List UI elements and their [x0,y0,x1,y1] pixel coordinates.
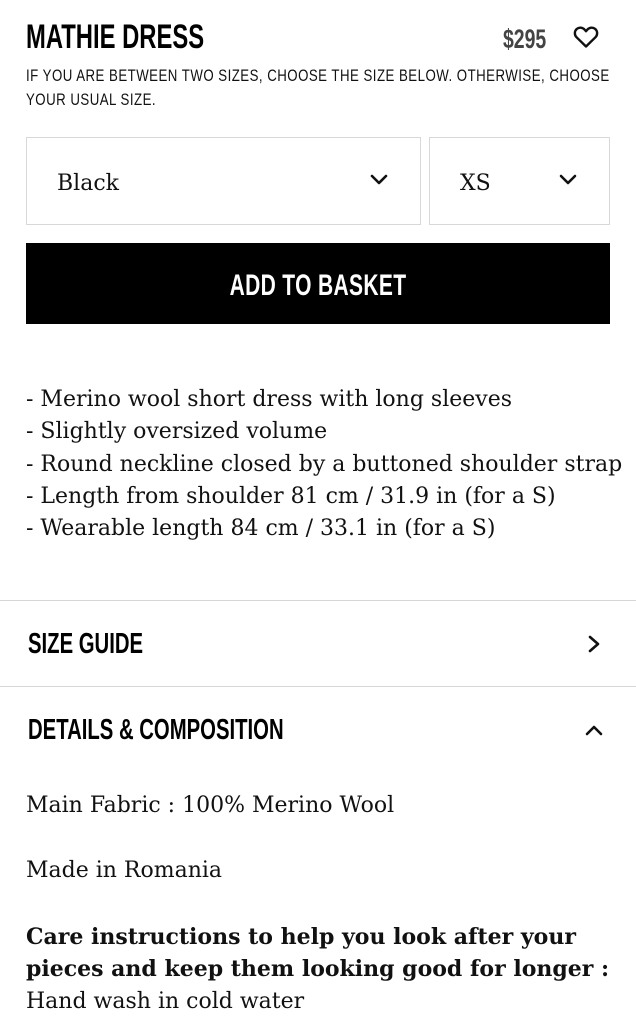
size-select[interactable] [429,137,610,225]
color-select[interactable] [26,137,421,225]
chevron-up-icon [584,720,604,740]
description-line: - Wearable length 84 cm / 33.1 in (for a S) [26,516,496,542]
chevron-down-icon [369,172,389,186]
chevron-down-icon [558,172,578,186]
care-instructions [26,921,626,1018]
heart-outline-icon[interactable] [573,25,599,49]
country-of-origin: Made in Romania [26,858,223,883]
description-line: - Length from shoulder 81 cm / 31.9 in (for a S) [26,483,556,509]
care-heading: Care instructions to help you look after your pieces and keep them looking good for longer : [26,924,610,983]
product-description [26,384,622,545]
fabric-composition: Main Fabric : 100% Merino Wool [26,793,395,818]
details-composition-accordion[interactable] [0,687,636,771]
product-price: $295 [503,24,547,54]
add-to-basket-label: ADD TO BASKET [229,269,407,302]
chevron-right-icon [584,634,604,654]
care-line: Hand wash in cold water [26,988,305,1014]
details-composition-title: DETAILS & COMPOSITION [28,714,284,746]
description-line: - Slightly oversized volume [26,419,328,445]
color-select-value: Black [57,171,119,196]
size-guide-accordion[interactable] [0,601,636,685]
add-to-basket-button[interactable] [26,243,610,324]
size-select-value: XS [460,171,491,196]
description-line: - Merino wool short dress with long sleeves [26,387,513,412]
description-line: - Round neckline closed by a buttoned shoulder strap [26,451,623,477]
size-guide-title: SIZE GUIDE [28,628,144,660]
size-advice-note: IF YOU ARE BETWEEN TWO SIZES, CHOOSE THE SIZE BELOW. OTHERWISE, CHOOSE YOUR USUAL SIZE. [26,66,610,109]
product-title: MATHIE DRESS [26,18,205,56]
